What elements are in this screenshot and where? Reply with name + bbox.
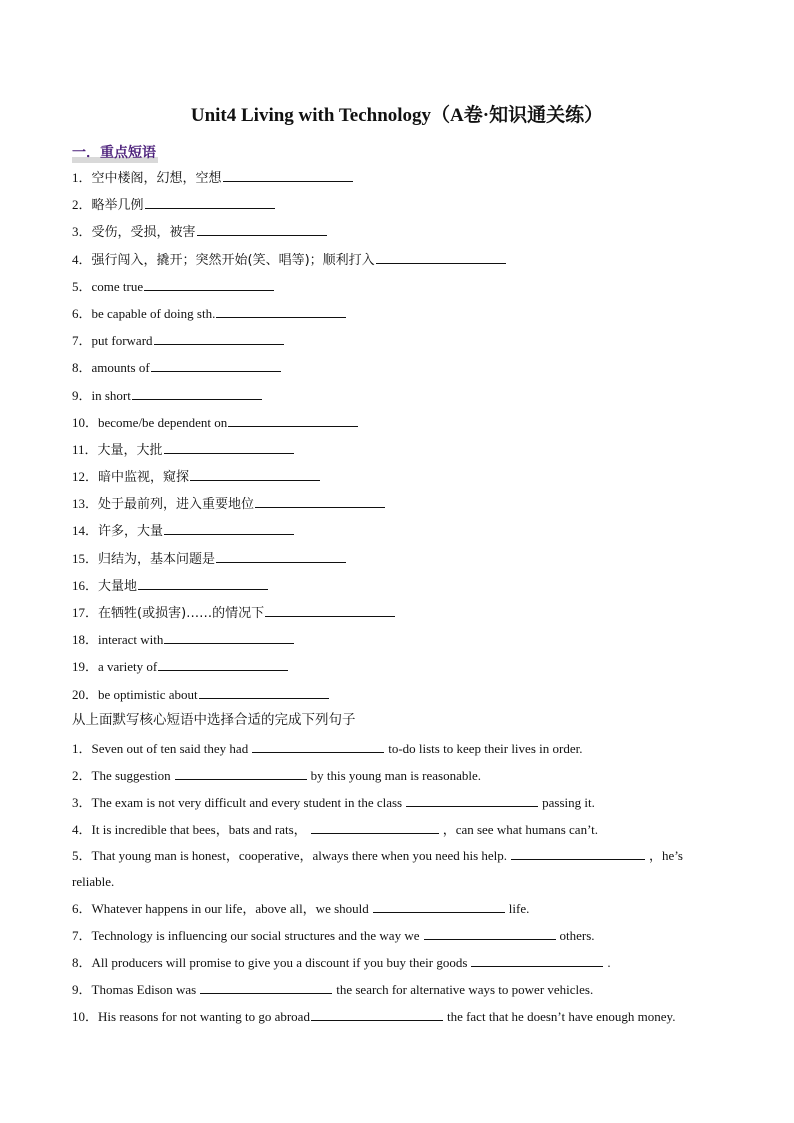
item-number: 19． — [72, 659, 99, 675]
item-text: put forward — [91, 333, 153, 349]
item-number: 3． — [72, 224, 92, 240]
item-text: 大量地 — [98, 578, 138, 594]
item-text: be optimistic about — [98, 686, 198, 702]
sentence-start: All producers will promise to give you a discount if you buy their goods — [91, 955, 468, 970]
item-number: 8． — [72, 955, 92, 970]
answer-blank[interactable] — [199, 684, 329, 699]
answer-blank[interactable] — [373, 898, 505, 913]
list-item — [72, 599, 732, 626]
list-item — [72, 354, 732, 381]
sentence-item — [72, 735, 724, 762]
item-text: 空中楼阁，幻想，空想 — [91, 171, 222, 186]
list-item — [72, 300, 732, 327]
item-text: amounts of — [91, 360, 150, 376]
sentence-start: Whatever happens in our life，above all，we should — [91, 901, 369, 916]
item-text: 处于最前列，进入重要地位 — [98, 497, 255, 513]
answer-blank[interactable] — [311, 819, 439, 834]
sentence-item — [72, 1003, 724, 1030]
sentence-end: . — [607, 955, 611, 970]
item-number: 12． — [72, 469, 99, 485]
sentence-start: Thomas Edison was — [91, 982, 197, 997]
answer-blank[interactable] — [151, 357, 281, 372]
list-item — [72, 545, 732, 572]
list-item — [72, 653, 732, 680]
item-number: 17． — [72, 605, 99, 620]
item-text: 许多，大量 — [98, 524, 164, 540]
item-text: 在牺牲(或损害)……的情况下 — [98, 606, 265, 621]
answer-blank[interactable] — [164, 629, 294, 644]
item-number: 15． — [72, 550, 99, 566]
sentence-item — [72, 976, 724, 1003]
list-item — [72, 463, 732, 490]
list-item — [72, 191, 732, 218]
item-number: 18． — [72, 632, 99, 648]
list-item — [72, 218, 732, 245]
item-number: 13． — [72, 496, 99, 512]
list-item — [72, 490, 732, 517]
item-number: 5． — [72, 278, 92, 294]
item-number: 8． — [72, 360, 92, 376]
item-text: 暗中监视，窥探 — [98, 470, 190, 486]
sentence-start: That young man is honest，cooperative，always there when you need his help. — [91, 848, 508, 863]
sentence-end: to-do lists to keep their lives in order. — [388, 741, 583, 756]
sentence-end: ，can see what humans can’t. — [442, 822, 599, 837]
sentence-item — [72, 762, 724, 789]
section-heading-key-phrases: 一．重点短语 — [72, 145, 156, 161]
list-item — [72, 517, 732, 544]
item-text: become/be dependent on — [98, 414, 228, 430]
sentence-item — [72, 816, 724, 843]
answer-blank[interactable] — [471, 952, 603, 967]
item-number: 20． — [72, 686, 99, 702]
item-number: 4． — [72, 822, 92, 837]
item-number: 1． — [72, 170, 92, 185]
list-item — [72, 436, 732, 463]
item-number: 5． — [72, 848, 92, 863]
item-number: 3． — [72, 795, 92, 810]
list-item — [72, 164, 732, 191]
item-number: 14． — [72, 523, 99, 539]
sentence-item — [72, 922, 724, 949]
sentence-end: by this young man is reasonable. — [310, 768, 482, 783]
list-item — [72, 327, 732, 354]
page-title: Unit4 Living with Technology（A卷·知识通关练） — [190, 105, 604, 126]
item-number: 4． — [72, 251, 92, 267]
answer-blank[interactable] — [145, 194, 275, 209]
list-item — [72, 273, 732, 300]
answer-blank[interactable] — [197, 221, 327, 236]
sentence-end: life. — [508, 901, 530, 916]
answer-blank[interactable] — [132, 385, 262, 400]
item-number: 6． — [72, 305, 92, 321]
sentence-end: the search for alternative ways to power vehicles. — [336, 982, 594, 997]
answer-blank[interactable] — [228, 412, 358, 427]
answer-blank[interactable] — [223, 167, 353, 182]
answer-blank[interactable] — [138, 575, 268, 590]
item-number: 11． — [72, 441, 98, 457]
instruction-text: 从上面默写核心短语中选择合适的完成下列句子 — [72, 712, 356, 728]
answer-blank[interactable] — [265, 602, 395, 617]
answer-blank[interactable] — [200, 979, 332, 994]
sentence-end: passing it. — [542, 795, 595, 810]
phrase-list — [72, 164, 732, 708]
item-text: 强行闯入，撬开；突然开始(笑、唱等)；顺利打入 — [91, 252, 375, 268]
sentence-end: others. — [559, 928, 595, 943]
item-text: 大量，大批 — [97, 442, 163, 458]
sentence-start: The suggestion — [91, 768, 171, 783]
sentence-end: the fact that he doesn’t have enough money. — [446, 1009, 676, 1024]
answer-blank[interactable] — [376, 249, 506, 264]
sentence-start: Seven out of ten said they had — [91, 741, 249, 756]
item-number: 16． — [72, 577, 99, 593]
list-item — [72, 409, 732, 436]
item-text: interact with — [98, 632, 164, 648]
answer-blank[interactable] — [406, 792, 538, 807]
list-item — [72, 572, 732, 599]
item-number: 6． — [72, 901, 92, 916]
item-text: 归结为，基本问题是 — [98, 551, 216, 567]
sentence-start: The exam is not very difficult and every student in the class — [91, 795, 403, 810]
answer-blank[interactable] — [158, 656, 288, 671]
item-number: 2． — [72, 768, 92, 783]
answer-blank[interactable] — [252, 738, 384, 753]
item-number: 9． — [72, 982, 92, 997]
answer-blank[interactable] — [255, 493, 385, 508]
item-text: 受伤，受损，被害 — [91, 225, 196, 241]
answer-blank[interactable] — [164, 439, 294, 454]
item-text: come true — [91, 278, 144, 294]
item-number: 1． — [72, 741, 92, 756]
answer-blank[interactable] — [175, 765, 307, 780]
answer-blank[interactable] — [216, 548, 346, 563]
list-item — [72, 681, 732, 708]
sentence-item — [72, 949, 724, 976]
list-item — [72, 626, 732, 653]
answer-blank[interactable] — [311, 1006, 443, 1021]
sentence-list — [72, 735, 724, 1030]
sentence-item — [72, 895, 724, 922]
sentence-item — [72, 789, 724, 816]
item-number: 9． — [72, 387, 92, 403]
answer-blank[interactable] — [164, 520, 294, 535]
item-text: be capable of doing sth. — [91, 305, 216, 321]
list-item — [72, 382, 732, 409]
sentence-start: His reasons for not wanting to go abroad — [98, 1009, 310, 1024]
item-number: 2． — [72, 197, 92, 213]
answer-blank[interactable] — [154, 330, 284, 345]
answer-blank[interactable] — [144, 276, 274, 291]
item-text: 略举几例 — [91, 198, 144, 214]
item-text: in short — [91, 387, 131, 403]
answer-blank[interactable] — [511, 845, 645, 860]
answer-blank[interactable] — [190, 466, 320, 481]
item-number: 7． — [72, 928, 92, 943]
sentence-start: It is incredible that bees，bats and rats， — [91, 822, 307, 837]
sentence-start: Technology is influencing our social structures and the way we — [91, 928, 420, 943]
item-number: 10． — [72, 414, 99, 430]
sentence-end: ，he’s reliable. — [72, 848, 683, 889]
answer-blank[interactable] — [216, 303, 346, 318]
item-text: a variety of — [98, 659, 158, 675]
sentence-item — [72, 843, 724, 895]
item-number: 7． — [72, 333, 92, 349]
answer-blank[interactable] — [424, 925, 556, 940]
item-number: 10． — [72, 1009, 99, 1024]
list-item — [72, 246, 732, 273]
